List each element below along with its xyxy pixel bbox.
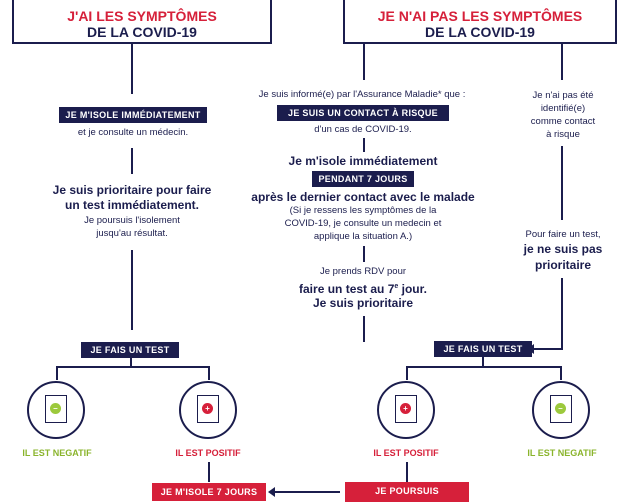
- rdv-line-2: faire un test au 7e jour.: [299, 282, 427, 296]
- branch-line: [130, 358, 132, 367]
- not-identified-3: comme contact: [530, 116, 596, 127]
- document-plus-icon: +: [197, 395, 219, 423]
- connector-line: [363, 44, 365, 80]
- symptoms-subtitle: DE LA COVID-19: [87, 24, 197, 40]
- document-plus-icon: +: [395, 395, 417, 423]
- symptoms-note-2: COVID-19, je consulte un medecin et: [284, 218, 442, 229]
- rdv-line-3: Je suis prioritaire: [312, 296, 414, 310]
- left-positive-label: IL EST POSITIF: [175, 448, 241, 458]
- connector-line: [561, 146, 563, 220]
- connector-line: [561, 44, 563, 80]
- priority-line-1: Je suis prioritaire pour faire: [52, 183, 212, 197]
- isolate-7-days-tag: JE M'ISOLE 7 JOURS: [152, 483, 266, 501]
- document-minus-icon: –: [550, 395, 572, 423]
- test-for-line-1: Pour faire un test,: [525, 229, 601, 240]
- left-positive-circle: [179, 381, 237, 439]
- arrow-left-icon: [268, 487, 275, 497]
- branch-line: [406, 366, 408, 380]
- test-for-line-2: je ne suis pas: [523, 242, 603, 256]
- left-negative-label: IL EST NEGATIF: [22, 448, 92, 458]
- right-negative-label: IL EST NEGATIF: [527, 448, 597, 458]
- right-positive-circle: [377, 381, 435, 439]
- symptoms-title: J'AI LES SYMPTÔMES: [67, 8, 217, 24]
- not-identified-1: Je n'ai pas été: [532, 90, 594, 101]
- branch-line: [560, 366, 562, 380]
- rdv-line-1: Je prends RDV pour: [319, 266, 407, 277]
- connector-line: [131, 250, 133, 330]
- connector-line: [532, 348, 563, 350]
- right-test-tag: JE FAIS UN TEST: [434, 341, 532, 357]
- no-symptoms-box: [343, 0, 617, 44]
- isolate-now-text: Je m'isole immédiatement: [288, 154, 438, 168]
- test-for-line-3: prioritaire: [534, 258, 591, 272]
- connector-line: [363, 138, 365, 152]
- isolate-now-tag: JE M'ISOLE IMMÉDIATEMENT: [59, 107, 207, 123]
- left-test-tag: JE FAIS UN TEST: [81, 342, 179, 358]
- connector-line: [363, 316, 365, 342]
- no-symptoms-title: JE N'AI PAS LES SYMPTÔMES: [377, 8, 583, 24]
- continue-tag: JE POURSUIS: [345, 482, 469, 502]
- connector-line: [561, 278, 563, 348]
- connector-line: [406, 462, 408, 482]
- right-negative-circle: [532, 381, 590, 439]
- after-contact-text: après le dernier contact avec le malade: [251, 190, 475, 204]
- branch-line: [56, 366, 210, 368]
- branch-line: [208, 366, 210, 380]
- no-symptoms-subtitle: DE LA COVID-19: [425, 24, 535, 40]
- not-identified-2: identifié(e): [540, 103, 586, 114]
- left-negative-circle: [27, 381, 85, 439]
- symptoms-note-3: applique la situation A.): [313, 231, 413, 242]
- covid-case-text: d'un cas de COVID-19.: [314, 124, 412, 135]
- connector-line: [270, 491, 340, 493]
- informed-text: Je suis informé(e) par l'Assurance Maladie* que :: [258, 89, 466, 100]
- connector-line: [363, 246, 365, 262]
- connector-line: [131, 148, 133, 174]
- consult-doctor-text: et je consulte un médecin.: [77, 127, 189, 138]
- priority-line-2: un test immédiatement.: [64, 198, 200, 212]
- connector-line: [208, 462, 210, 482]
- right-positive-label: IL EST POSITIF: [373, 448, 439, 458]
- connector-line: [131, 44, 133, 94]
- branch-line: [406, 366, 562, 368]
- symptoms-box: [12, 0, 272, 44]
- follow-isolation-line-2: jusqu'au résultat.: [96, 228, 168, 239]
- not-identified-4: à risque: [546, 129, 580, 140]
- document-minus-icon: –: [45, 395, 67, 423]
- branch-line: [56, 366, 58, 380]
- seven-days-tag: PENDANT 7 JOURS: [312, 171, 414, 187]
- symptoms-note-1: (Si je ressens les symptômes de la: [289, 205, 437, 216]
- risk-contact-tag: JE SUIS UN CONTACT À RISQUE: [277, 105, 449, 121]
- follow-isolation-line-1: Je poursuis l'isolement: [84, 215, 180, 226]
